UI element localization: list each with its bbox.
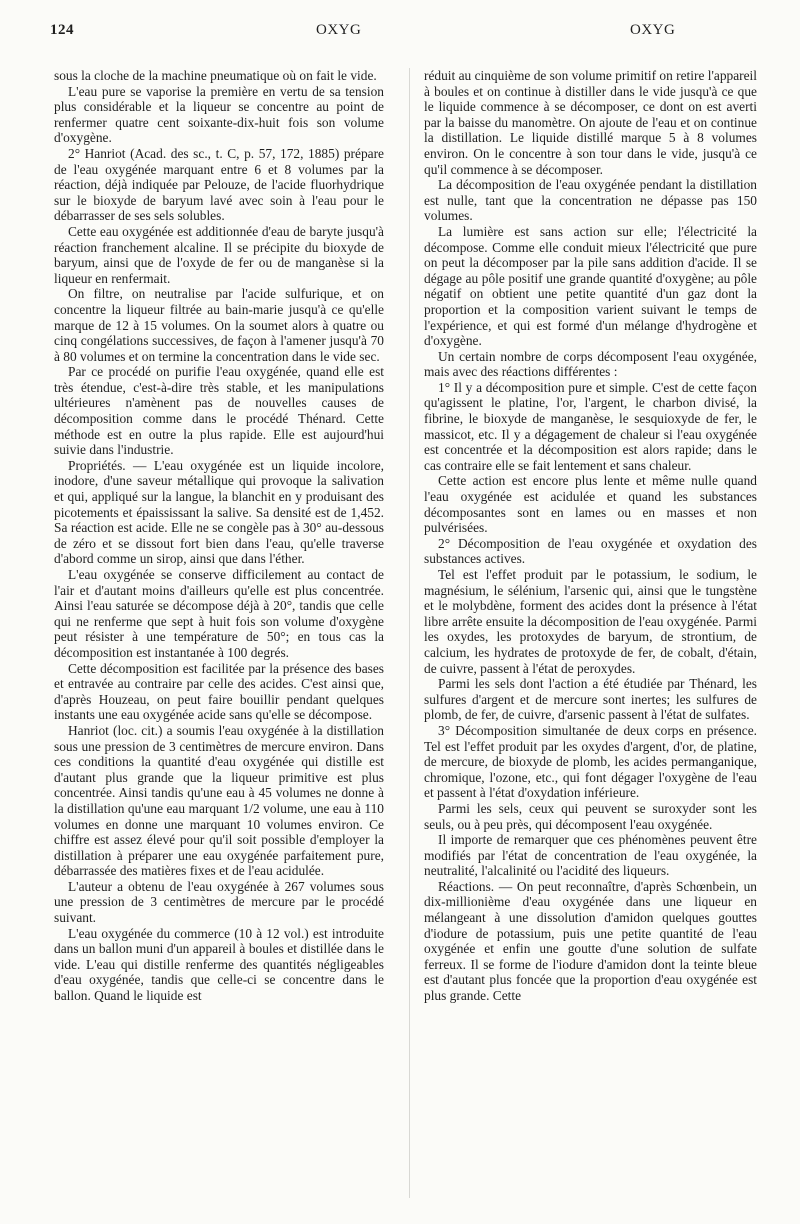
paragraph: Il importe de remarquer que ces phénomènes peuvent être modifiés par l'état de concentration de l'eau oxygénée, la neutralité, l'alcalinité ou l'acidité des liqueurs. [424,832,757,879]
paragraph: Cette action est encore plus lente et même nulle quand l'eau oxygénée est acidulée et quand les substances décomposantes sont en lames ou en masses et non pulvérisées. [424,473,757,536]
paragraph: L'auteur a obtenu de l'eau oxygénée à 267 volumes sous une pression de 3 centimètres de mercure par le procédé suivant. [54,878,384,926]
paragraph: On filtre, on neutralise par l'acide sulfurique, et on concentre la liqueur filtrée au bain-marie jusqu'à ce qu'elle marque de 12 à 15 volumes. On la soumet alors à quatre ou cinq congélations successives, de façon à l'amener jusqu'à 70 à 80 volumes et on termine la concentration dans le vide sec. [54,286,384,364]
running-header [50,22,752,46]
paragraph: 3° Décomposition simultanée de deux corps en présence. Tel est l'effet produit par les oxydes d'argent, d'or, de platine, de mercure, de bioxyde de plomb, les acides permanganique, chromique, l'ozone, etc., qui font dégager l'oxygène de l'eau et passent à l'état d'oxydation inférieure. [424,722,757,801]
paragraph: L'eau pure se vaporise la première en vertu de sa tension plus considérable et la liqueur se concentre au point de renfermer quatre cent soixante-dix-huit fois son volume d'oxygène. [54,83,384,146]
paragraph: sous la cloche de la machine pneumatique où on fait le vide. [54,68,377,83]
paragraph: L'eau oxygénée du commerce (10 à 12 vol.) est introduite dans un ballon muni d'un appareil à boules et distillée dans le vide. L'eau qui distille renferme des quantités négligeables d'eau oxygénée, tandis que celle-ci se concentre dans le ballon. Quand le liquide est [54,925,384,1004]
paragraph-proprietes: Propriétés. — L'eau oxygénée est un liquide incolore, inodore, d'une saveur métallique qui provoque la salivation et qui, appliqué sur la langue, la blanchit en y produisant des picotements et épaississant la salive. Sa densité est de 1,452. Sa réaction est acide. Elle ne se congèle pas à 30° au-dessous de zéro et se dissout fort bien dans l'eau, qu'elle traverse d'abord comme un sirop, ainsi que dans l'éther. [54,457,384,567]
paragraph: 2° Hanriot (Acad. des sc., t. C, p. 57, 172, 1885) prépare de l'eau oxygénée marquant entre 6 et 8 volumes par la réaction, déjà indiquée par Pelouze, de l'acide fluorhydrique sur le bioxyde de baryum lavé avec soin à l'eau pour le débarrasser de ses sels solubles. [54,145,384,224]
right-column [424,68,757,1004]
paragraph: La lumière est sans action sur elle; l'électricité la décompose. Comme elle conduit mieux l'électricité que pure on peut la décomposer par la pile sans addition d'acide. Il se dégage au pôle positif une grande quantité d'oxygène; au pôle négatif on obtient une petite quantité d'un gaz dont la proportion et la composition varient suivant le temps de l'expérience, et qui est formé d'un mélange d'hydrogène et d'oxygène. [424,223,757,349]
paragraph-reactions: Réactions. — On peut reconnaître, d'après Schœnbein, un dix-millionième d'eau oxygénée dans une liqueur en mélangeant à une dissolution d'amidon quelques gouttes d'iodure de potassium, puis une petite quantité de l'eau oxygénée et enfin une goutte d'une solution de sulfate ferreux. Il se forme de l'iodure d'amidon dont la teinte bleue est d'autant plus foncée que la proportion d'eau oxygénée est plus grande. Cette [424,878,757,1004]
left-running-title: OXYG [316,22,362,38]
paragraph: La décomposition de l'eau oxygénée pendant la distillation est nulle, tant que la concentration ne dépasse pas 150 volumes. [424,177,757,224]
paragraph: Parmi les sels dont l'action a été étudiée par Thénard, les sulfures d'argent et de mercure sont inertes; les sulfures de plomb, de fer, de cuivre, d'arsenic passent à l'état de sulfates. [424,676,757,723]
paragraph: réduit au cinquième de son volume primitif on retire l'appareil à boules et on continue à distiller dans le vide jusqu'à ce que le liquide commence à se décomposer, ce dont on est averti par la baisse du manomètre. On ajoute de l'eau et on continue la distillation. Le liquide distillé marque 5 à 8 volumes environ. On le concentre à son tour dans le vide, jusqu'à ce qu'il commence à se décomposer. [424,68,757,177]
paragraph: 1° Il y a décomposition pure et simple. C'est de cette façon qu'agissent le platine, l'or, l'argent, le charbon divisé, la fibrine, le bioxyde de manganèse, le sesquioxyde de fer, le massicot, etc. Il y a dégagement de chaleur si l'eau oxygénée est concentrée et la décomposition est alors rapide; dans le cas contraire elle se fait lentement et sans chaleur. [424,379,757,473]
paragraph: Cette décomposition est facilitée par la présence des bases et entravée au contraire par celle des acides. C'est ainsi que, d'après Houzeau, on peut faire bouillir pendant quelques instants une eau oxygénée acide sans qu'elle se décompose. [54,660,384,723]
paragraph: Hanriot (loc. cit.) a soumis l'eau oxygénée à la distillation sous une pression de 3 centimètres de mercure environ. Dans ces conditions la quantité d'eau oxygénée qui distille est d'autant plus grande que la liqueur primitive est plus concentrée. Ainsi tandis qu'une eau à 45 volumes ne donne à la distillation qu'une eau marquant 1/2 volume, une eau à 110 volumes en donne une marquant 10 volumes environ. Ce chiffre est assez élevé pour qu'il soit possible d'employer la distillation à préparer une eau oxygénée parfaitement pure, débarrassée des matières fixes et de l'eau acidulée. [54,722,384,879]
paragraph: Parmi les sels, ceux qui peuvent se suroxyder sont les seuls, ou à peu près, qui décomposent l'eau oxygénée. [424,800,757,832]
paragraph: L'eau oxygénée se conserve difficilement au contact de l'air et d'autant moins d'ailleurs qu'elle est plus concentrée. Ainsi l'eau saturée se décompose déjà à 20°, tandis que celle qui ne renferme que sept à huit fois son volume d'oxygène peut résister à une température de 50°; en tous cas la décomposition est instantanée à 100 degrés. [54,567,384,660]
paragraph: Tel est l'effet produit par le potassium, le sodium, le magnésium, le sélénium, l'arsenic qui, ainsi que le tungstène et le molybdène, forment des acides dont la présence à l'état libre arrête ensuite la décomposition de l'eau oxygénée. Parmi les oxydes, les protoxydes de baryum, de strontium, de calcium, les hydrates de protoxyde de fer, de cobalt, d'étain, de cuivre, passent à l'état de peroxydes. [424,567,757,676]
paragraph: Par ce procédé on purifie l'eau oxygénée, quand elle est très étendue, c'est-à-dire très stable, et les manipulations ultérieures n'amènent pas de nouvelles causes de décomposition comme dans le procédé Thénard. Cette méthode est en outre la plus rapide. Elle est aujourd'hui suivie dans l'industrie. [54,364,384,458]
left-column [54,68,384,1004]
paragraph: Un certain nombre de corps décomposent l'eau oxygénée, mais avec des réactions différentes : [424,348,757,380]
column-divider [409,68,410,1198]
page-number: 124 [50,22,74,38]
paragraph: 2° Décomposition de l'eau oxygénée et oxydation des substances actives. [424,535,757,567]
paragraph: Cette eau oxygénée est additionnée d'eau de baryte jusqu'à réaction franchement alcaline. Il se précipite du bioxyde de baryum, ainsi que de l'oxyde de fer ou de manganèse si la liqueur en renfermait. [54,223,384,286]
right-running-title: OXYG [630,22,676,38]
